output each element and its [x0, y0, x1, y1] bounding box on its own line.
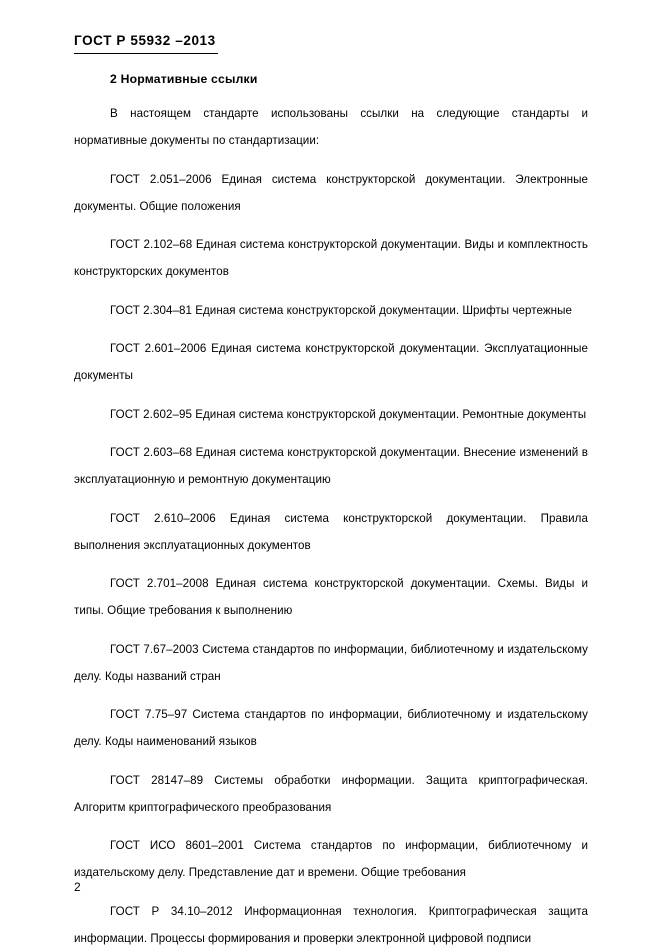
- page-header-standard-number: ГОСТ Р 55932 –2013: [74, 33, 216, 48]
- paragraph: ГОСТ 2.102–68 Единая система конструкторской документации. Виды и комплектность конструкторских документов: [74, 238, 588, 278]
- paragraph: ГОСТ 2.602–95 Единая система конструкторской документации. Ремонтные документы: [110, 407, 587, 421]
- paragraph: ГОСТ ИСО 8601–2001 Система стандартов по информации, библиотечному и издательскому делу. Представление дат и времени. Общие требования: [74, 839, 588, 879]
- page-number: 2: [74, 880, 81, 894]
- paragraph: ГОСТ 2.610–2006 Единая система конструкторской документации. Правила выполнения эксплуатационных документов: [74, 511, 588, 552]
- paragraph: ГОСТ 2.701–2008 Единая система конструкторской документации. Схемы. Виды и типы. Общие требования к выполнению: [74, 577, 588, 617]
- section-heading: 2 Нормативные ссылки: [110, 72, 258, 86]
- paragraph: ГОСТ 7.67–2003 Система стандартов по информации, библиотечному и издательскому делу. Коды названий стран: [74, 642, 588, 683]
- paragraph: ГОСТ 2.601–2006 Единая система конструкторской документации. Эксплуатационные документы: [74, 342, 588, 382]
- paragraph: ГОСТ 2.051–2006 Единая система конструкторской документации. Электронные документы. Общие положения: [74, 172, 588, 213]
- paragraph: ГОСТ 2.304–81 Единая система конструкторской документации. Шрифты чертежные: [110, 303, 573, 317]
- document-body: [74, 72, 588, 952]
- paragraph: ГОСТ 28147–89 Системы обработки информации. Защита криптографическая. Алгоритм криптографического преобразования: [74, 773, 588, 814]
- paragraph: В настоящем стандарте использованы ссылки на следующие стандарты и нормативные документы по стандартизации:: [74, 107, 588, 147]
- paragraph: ГОСТ 7.75–97 Система стандартов по информации, библиотечному и издательскому делу. Коды наименований языков: [74, 708, 588, 748]
- paragraph: ГОСТ Р 34.10–2012 Информационная технология. Криптографическая защита информации. Процессы формирования и проверки электронной цифровой подписи: [74, 904, 588, 945]
- header-underline: [74, 53, 218, 54]
- paragraph: ГОСТ 2.603–68 Единая система конструкторской документации. Внесение изменений в эксплуатационную и ремонтную документацию: [74, 446, 588, 486]
